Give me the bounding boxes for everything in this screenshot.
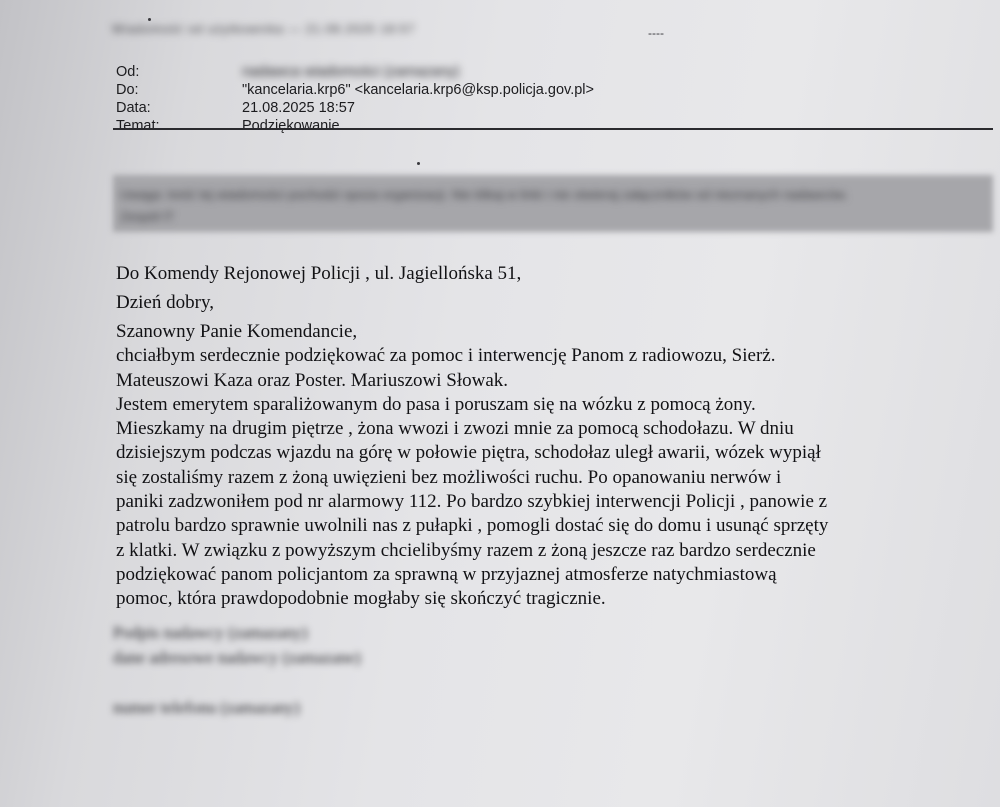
signature-name: Podpis nadawcy (zamazany): [113, 623, 308, 642]
signature-phone: numer telefonu (zamazany): [113, 698, 300, 717]
date-label: Data:: [116, 100, 151, 116]
letter-line: podziękować panom policjantom za sprawną w przyjaznej atmosferze natychmiastową: [116, 563, 777, 585]
print-header-dashes: ----: [648, 26, 664, 40]
letter-line: Mateuszowi Kaza oraz Poster. Mariuszowi Słowak.: [116, 369, 509, 391]
banner-line-2: Zespół IT: [120, 209, 175, 224]
letter-line: Jestem emerytem sparaliżowanym do pasa i poruszam się na wózku z pomocą żony.: [116, 393, 756, 415]
date-row: [116, 99, 594, 117]
letter-line: paniki zadzwoniłem pod nr alarmowy 112. Po bardzo szybkiej interwencji Policji , panowie z: [116, 491, 828, 513]
to-label: Do:: [116, 82, 139, 98]
banner-line-1: Uwaga: treść tej wiadomości pochodzi spoza organizacji. Nie klikaj w linki i nie otwieraj załączników od nieznanych nadawców.: [120, 187, 848, 202]
print-header: Wiadomość od użytkownika — 21.08.2025 18:57: [112, 22, 416, 36]
letter-line: Szanowny Panie Komendancie,: [116, 321, 358, 342]
letter-line: Mieszkamy na drugim piętrze , żona wwozi i zwozi mnie za pomocą schodołazu. W dniu: [116, 418, 794, 440]
from-value: nadawca wiadomości (zamazany): [242, 64, 460, 80]
letter-addressee: Do Komendy Rejonowej Policji , ul. Jagiellońska 51,: [116, 263, 522, 284]
to-value: "kancelaria.krp6" <kancelaria.krp6@ksp.policja.gov.pl>: [242, 82, 594, 98]
email-meta: [116, 63, 594, 135]
subject-value: Podziękowanie: [242, 118, 340, 134]
letter-line: chciałbym serdecznie podziękować za pomoc i interwencję Panom z radiowozu, Sierż.: [116, 345, 776, 367]
letter-line: dzisiejszym podczas wjazdu na górę w połowie piętra, schodołaz uległ awarii, wózek wypiął: [116, 442, 821, 464]
subject-row: [116, 117, 594, 135]
external-warning-text: [120, 184, 990, 228]
letter-line: z klatki. W związku z powyższym chcielibyśmy razem z żoną jeszcze raz bardzo serdecznie: [116, 539, 816, 561]
from-row: [116, 63, 594, 81]
from-label: Od:: [116, 64, 140, 80]
print-speck: [148, 18, 151, 21]
date-value: 21.08.2025 18:57: [242, 100, 355, 116]
letter-line: patrolu bardzo sprawnie uwolnili nas z pułapki , pomogli dostać się do domu i usunąć sprzęty: [116, 515, 829, 537]
signature-address: dane adresowe nadawcy (zamazane): [113, 648, 361, 667]
print-speck: [417, 162, 420, 165]
header-divider: [113, 128, 993, 131]
letter-line: się zostaliśmy razem z żoną uwięzieni bez możliwości ruchu. Po opanowaniu nerwów i: [116, 466, 782, 488]
letter-line: pomoc, która prawdopodobnie mogłaby się skończyć tragicznie.: [116, 588, 606, 610]
letter-greeting: Dzień dobry,: [116, 292, 214, 313]
subject-label: Temat:: [116, 118, 160, 134]
to-row: [116, 81, 594, 99]
letter-body: [116, 264, 996, 613]
